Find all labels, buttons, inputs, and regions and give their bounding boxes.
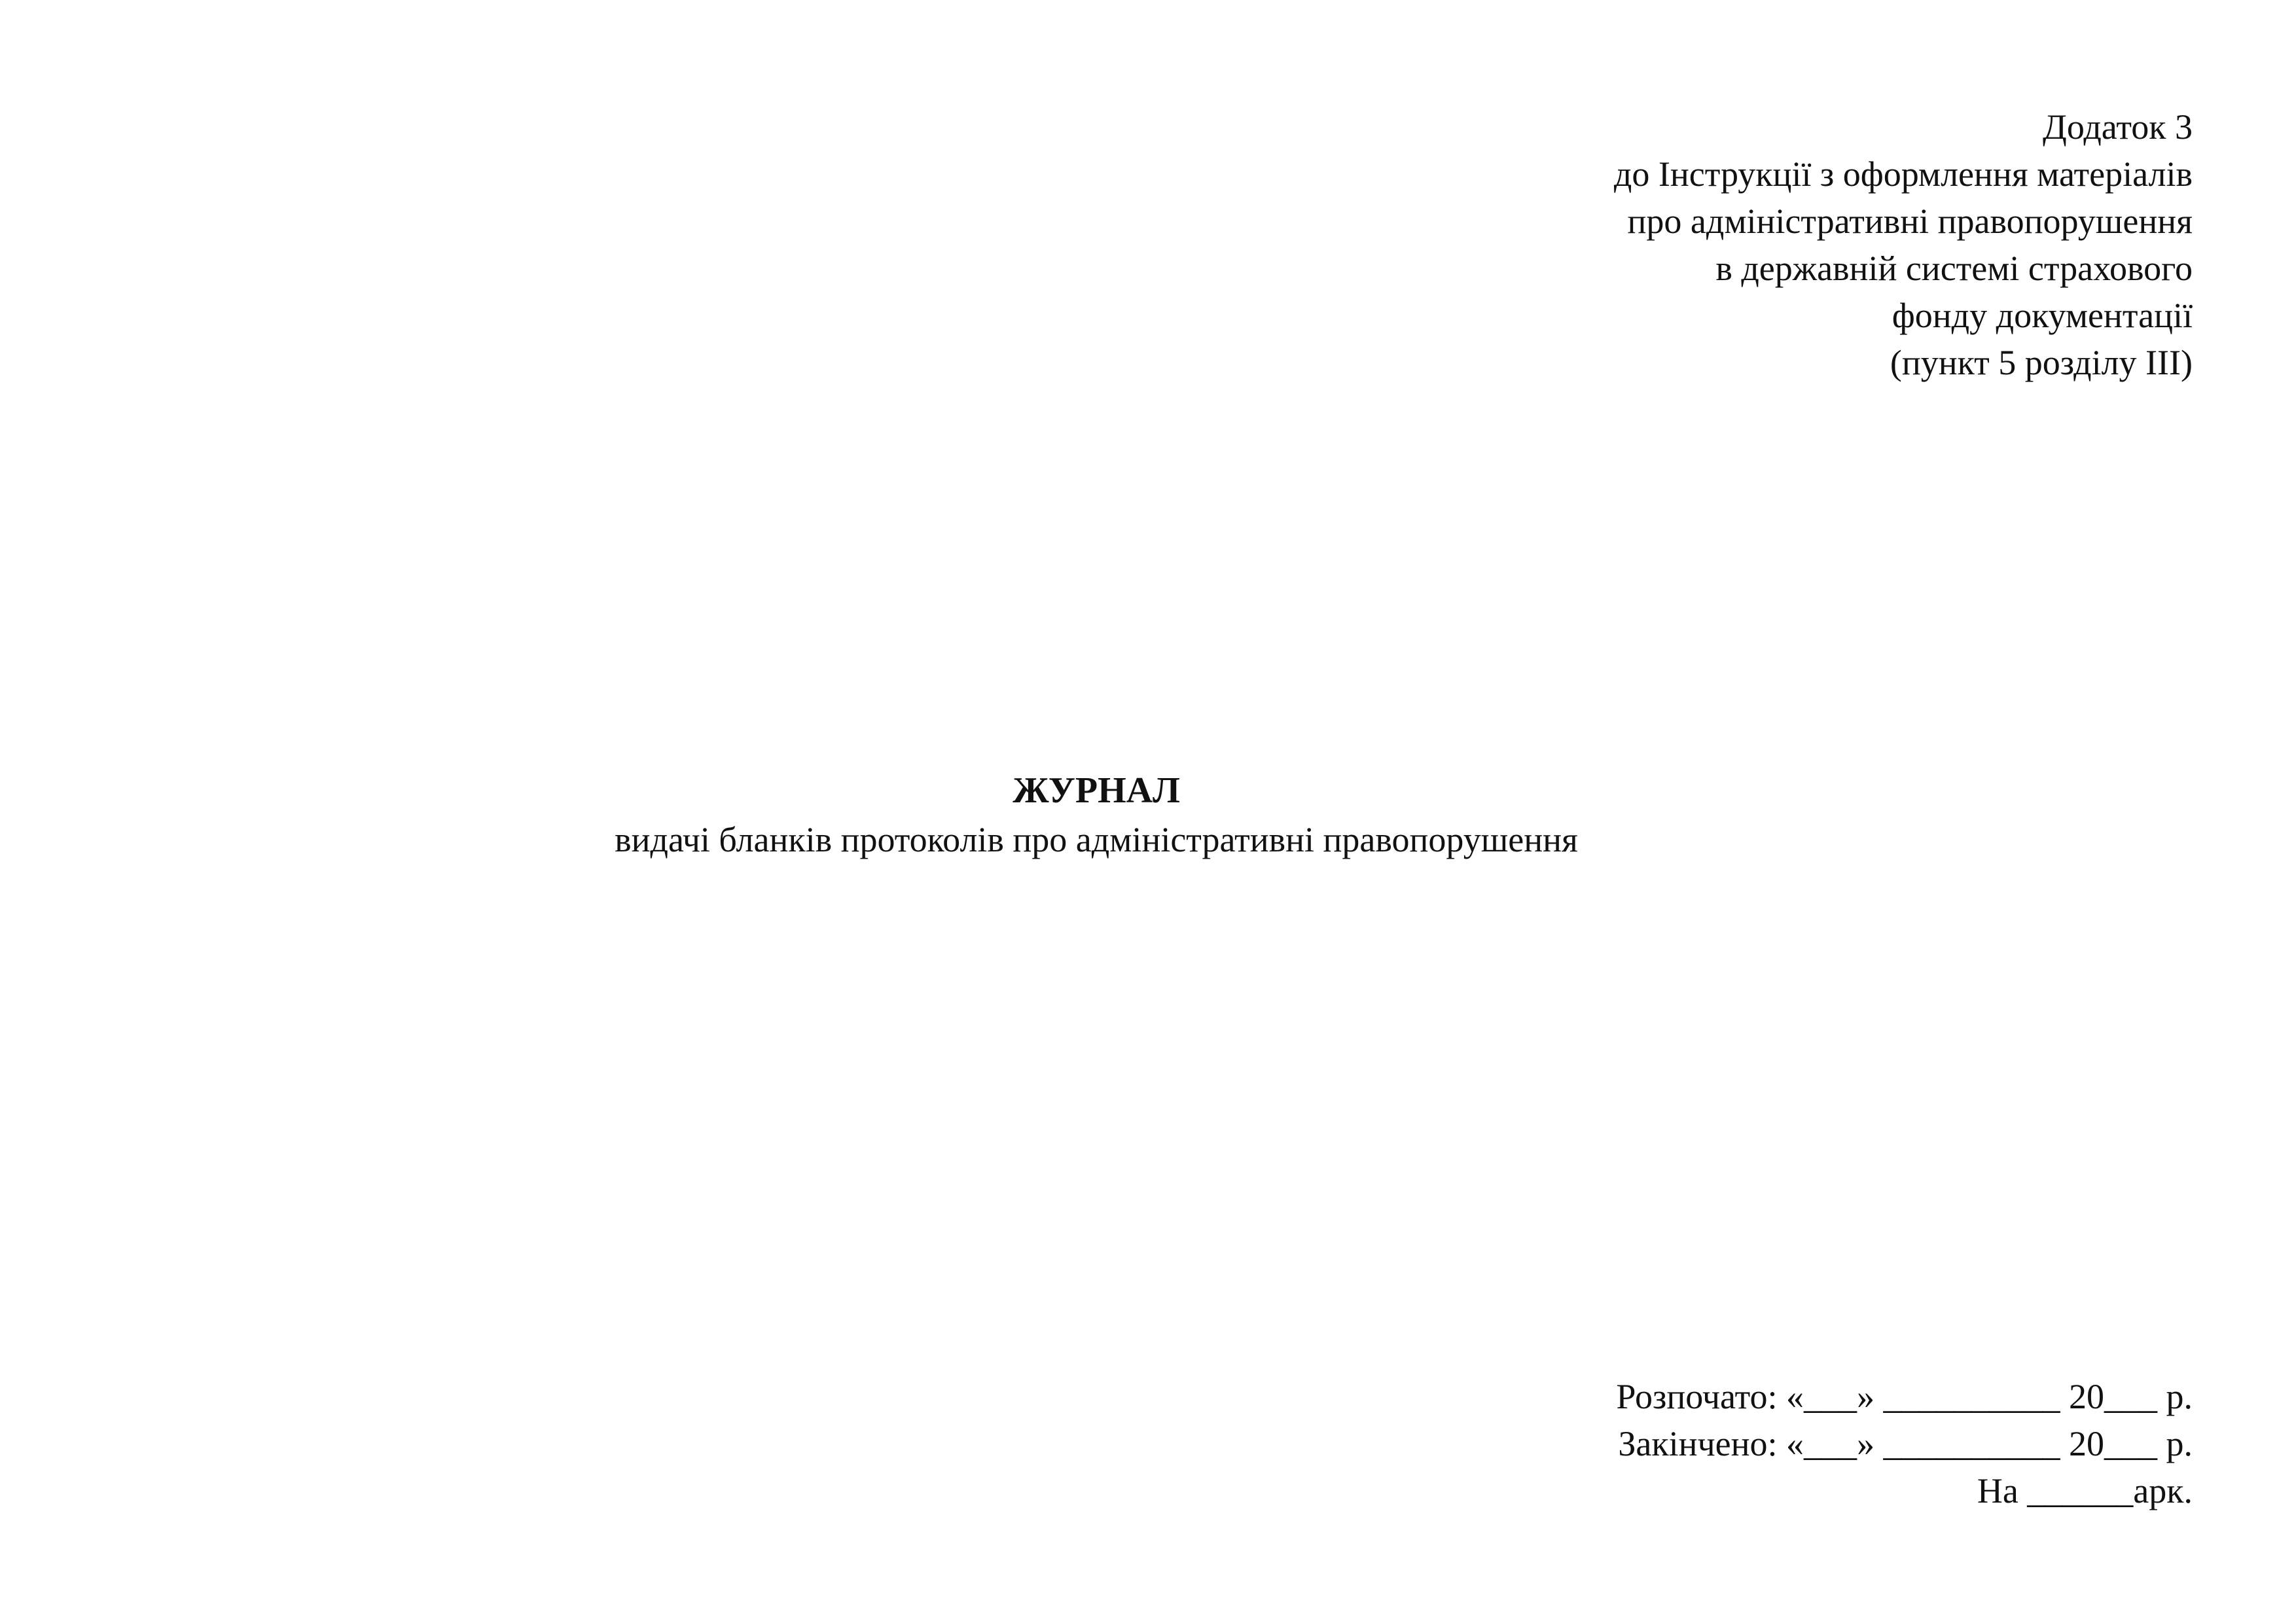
appendix-line: фонду документації [1892, 296, 2193, 335]
journal-heading [0, 766, 2193, 864]
finished-date-line: Закінчено: «___» __________ 20___ р. [1618, 1424, 2193, 1463]
appendix-reference [1614, 103, 2193, 386]
journal-title: ЖУРНАЛ [1013, 770, 1180, 811]
journal-dates [1616, 1373, 2193, 1514]
appendix-line: в державній системі страхового [1715, 249, 2193, 288]
started-date-line: Розпочато: «___» __________ 20___ р. [1616, 1377, 2193, 1416]
journal-subtitle: видачі бланків протоколів про адміністративні правопорушення [615, 820, 1578, 859]
appendix-line: (пункт 5 розділу ІІІ) [1890, 343, 2193, 382]
appendix-line: про адміністративні правопорушення [1627, 202, 2193, 241]
appendix-line: до Інструкції з оформлення матеріалів [1613, 154, 2193, 194]
sheet-count-line: На ______арк. [1977, 1471, 2193, 1510]
appendix-number: Додаток 3 [2043, 107, 2193, 147]
